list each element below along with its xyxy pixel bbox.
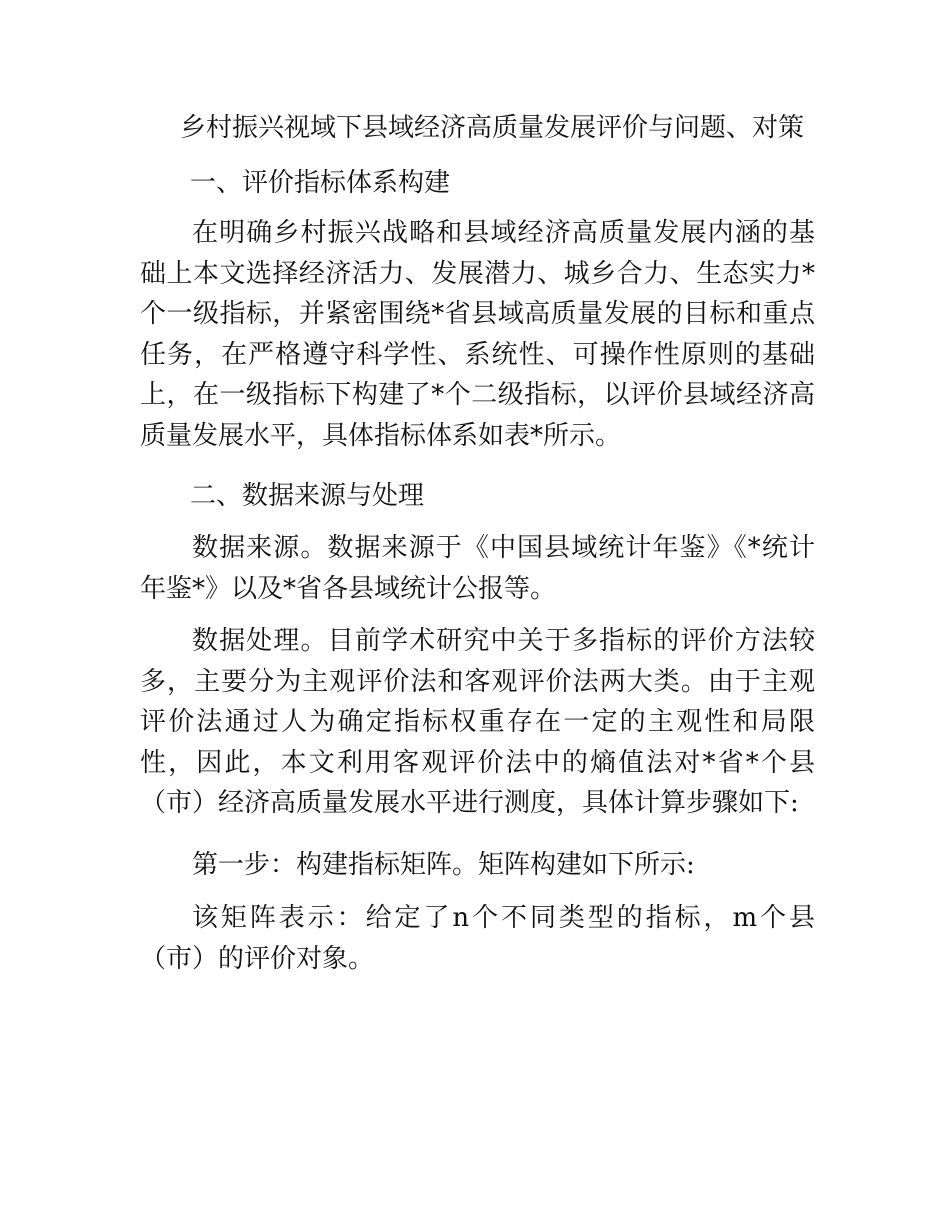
paragraph-data-source: 数据来源。数据来源于《中国县域统计年鉴》《*统计年鉴*》以及*省各县域统计公报等。 [140, 533, 815, 604]
paragraph-step-one: 第一步：构建指标矩阵。矩阵构建如下所示: [192, 850, 695, 880]
paragraph-matrix-explanation: 该矩阵表示：给定了n个不同类型的指标，m个县（市）的评价对象。 [140, 903, 815, 974]
section-heading-data-source: 二、数据来源与处理 [190, 481, 425, 511]
section-heading-indicator-system: 一、评价指标体系构建 [190, 168, 451, 198]
paragraph-data-processing: 数据处理。目前学术研究中关于多指标的评价方法较多，主要分为主观评价法和客观评价法两大类。由于主观评价法通过人为确定指标权重存在一定的主观性和局限性，因此，本文利用客观评价法中的熵值法对*省*个县（市）经济高质量发展水平进行测度，具体计算步骤如下: [140, 626, 815, 818]
paragraph-indicator-system: 在明确乡村振兴战略和县域经济高质量发展内涵的基础上本文选择经济活力、发展潜力、城乡合力、生态实力*个一级指标，并紧密围绕*省县域高质量发展的目标和重点任务，在严格遵守科学性、系统性、可操作性原则的基础上，在一级指标下构建了*个二级指标，以评价县域经济高质量发展水平，具体指标体系如表*所示。 [140, 218, 815, 451]
document-title: 乡村振兴视域下县域经济高质量发展评价与问题、对策 [180, 113, 805, 143]
